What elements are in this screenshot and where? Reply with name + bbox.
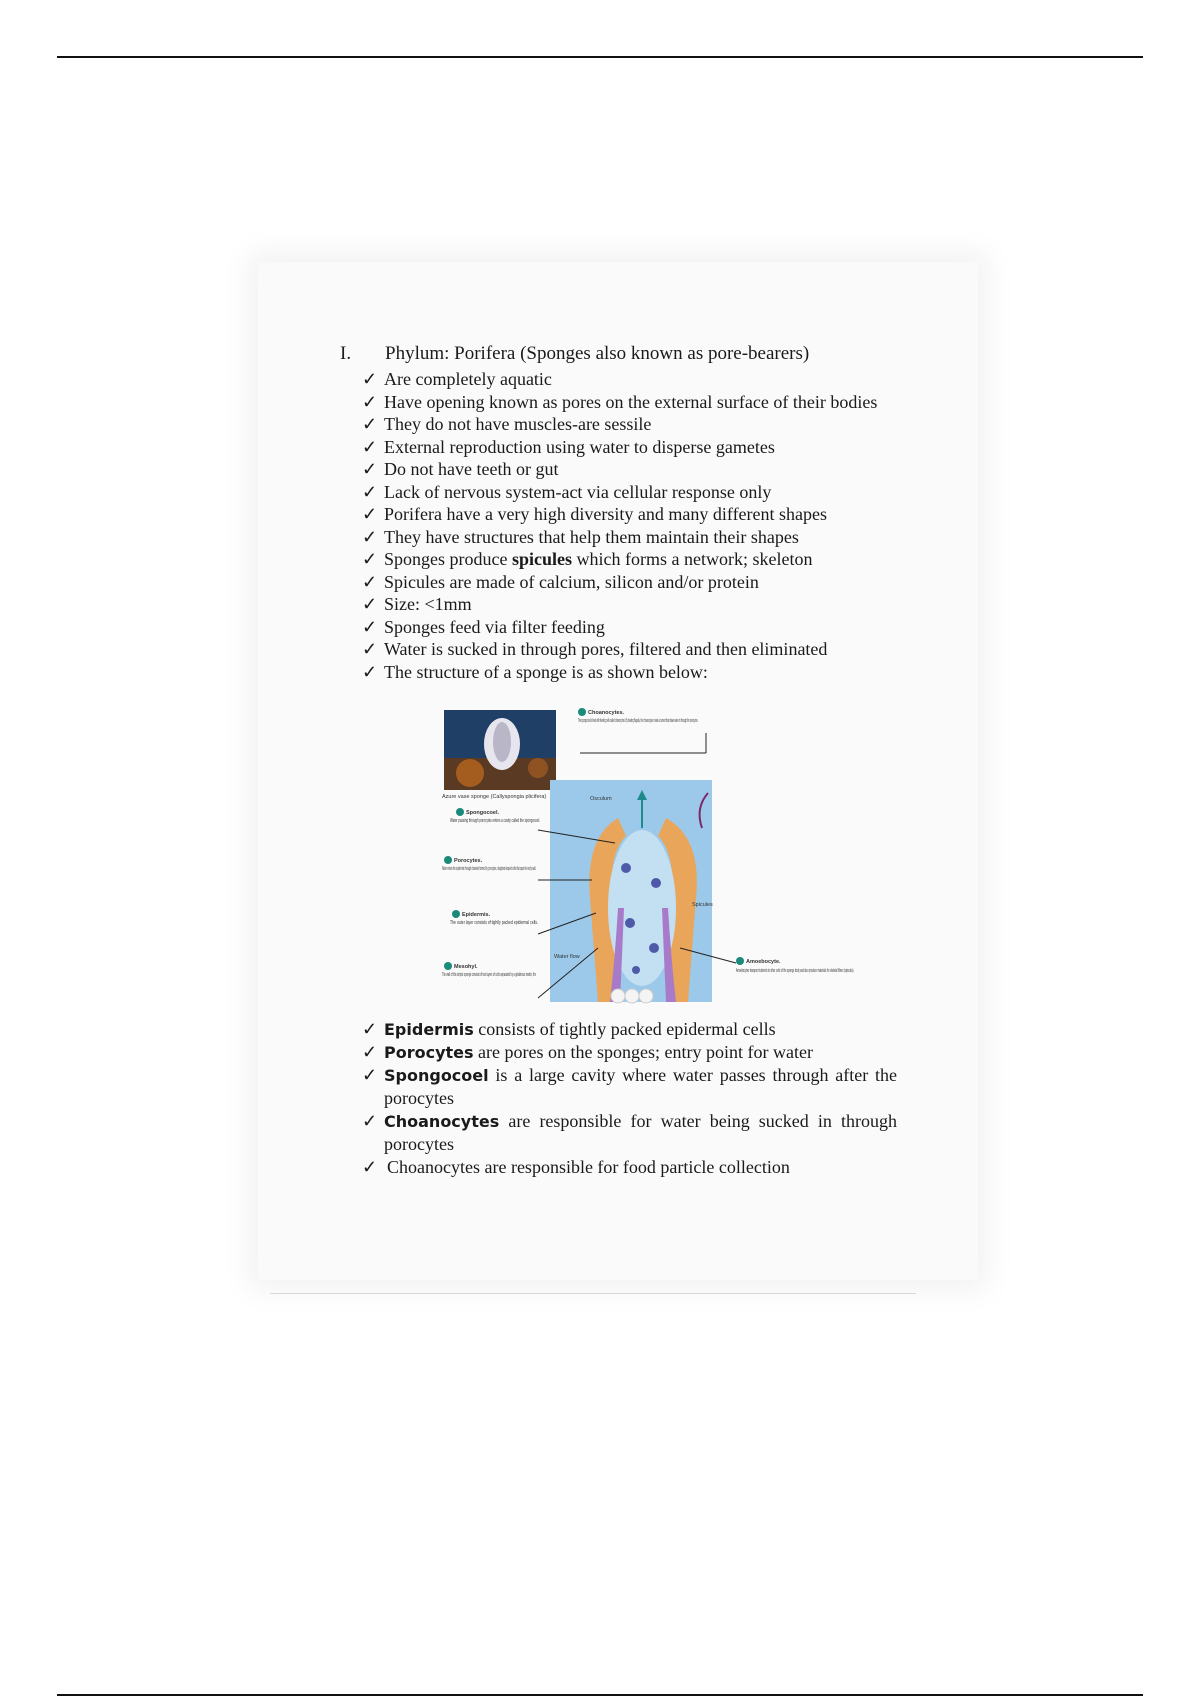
bold-term: Choanocytes <box>384 1112 500 1131</box>
checkmark-icon: ✓ <box>362 571 378 592</box>
svg-text:The outer layer consists of ti: The outer layer consists of tightly packed epidermal cells. <box>450 920 539 926</box>
list-item: ✓ Choanocytes are responsible for food particle collection <box>362 1157 790 1177</box>
list-item: ✓ Size: <1mm <box>362 594 472 614</box>
bold-term: Spongocoel <box>384 1066 489 1085</box>
svg-text:Amoebocytes transport nutrient: Amoebocytes transport nutrients to other cells of the sponge body and also produce materials for skeletal fibers (spicules). <box>736 968 855 974</box>
bold-term: Porocytes <box>384 1043 474 1062</box>
list-item: ✓ External reproduction using water to disperse gametes <box>362 436 775 457</box>
list-item: ✓ Lack of nervous system-act via cellular response only <box>362 481 772 502</box>
list-item: ✓ Sponges produce spicules which forms a network; skeleton <box>362 549 813 569</box>
checkmark-icon: ✓ <box>362 1019 378 1039</box>
checkmark-icon: ✓ <box>362 369 378 389</box>
list-item: ✓ They do not have muscles-are sessile <box>362 414 652 434</box>
heading-number: I. <box>340 343 352 364</box>
checkmark-icon: ✓ <box>362 1111 378 1131</box>
bottom-rule <box>57 1694 1143 1696</box>
callout-choanocytes <box>578 708 706 753</box>
card-divider <box>270 1293 916 1294</box>
list-item: ✓ Porocytes are pores on the sponges; entry point for water <box>362 1042 813 1062</box>
spicules-label: Spicules <box>692 902 713 908</box>
top-rule <box>57 56 1143 58</box>
list-item: ✓ They have structures that help them maintain their shapes <box>362 526 799 547</box>
sponge-parts-list <box>362 1018 897 1179</box>
list-item: ✓ Do not have teeth or gut <box>362 459 559 479</box>
heading-text: Phylum: Porifera (Sponges also known as pore-bearers) <box>385 343 810 364</box>
svg-text:The wall of this simple sponge: The wall of this simple sponge consists of two layers of cells separated by a gelatinous matrix, the <box>442 972 536 978</box>
checkmark-icon: ✓ <box>362 661 378 682</box>
checkmark-icon: ✓ <box>362 1065 378 1085</box>
svg-text:Amoebocyte.: Amoebocyte. <box>746 959 781 965</box>
checkmark-icon: ✓ <box>362 639 378 659</box>
checkmark-icon: ✓ <box>362 526 378 547</box>
checkmark-icon: ✓ <box>362 1042 378 1062</box>
list-item: ✓ Water is sucked in through pores, filtered and then eliminated <box>362 639 828 659</box>
svg-text:Mesohyl.: Mesohyl. <box>454 964 478 970</box>
list-item: ✓ Porifera have a very high diversity and many different shapes <box>362 504 828 524</box>
list-item: ✓ Spongocoel is a large cavity where water passes through after the porocytes <box>362 1065 897 1108</box>
checkmark-icon: ✓ <box>362 594 378 614</box>
photo-caption: Azure vase sponge (Callyspongia plicifera) <box>442 794 547 800</box>
checkmark-icon: ✓ <box>362 1157 378 1177</box>
checkmark-icon: ✓ <box>362 414 378 434</box>
svg-text:Epidermis.: Epidermis. <box>462 912 491 918</box>
list-item: ✓ Epidermis consists of tightly packed epidermal cells <box>362 1019 776 1039</box>
checkmark-icon: ✓ <box>362 459 378 479</box>
svg-text:Spongocoel.: Spongocoel. <box>466 810 499 816</box>
sponge-structure-figure <box>440 708 860 1002</box>
svg-text:Water enters the epidermis thr: Water enters the epidermis through channels formed by porocytes, doughnut-shaped cells that span the body wall. <box>442 866 537 872</box>
list-item: ✓ Choanocytes are responsible for water being sucked in through porocytes <box>362 1111 897 1154</box>
svg-text:Water passing through porocyte: Water passing through porocytes enters a cavity called the spongocoel. <box>450 818 541 824</box>
checkmark-icon: ✓ <box>362 391 378 412</box>
sponge-photo <box>444 710 556 790</box>
checkmark-icon: ✓ <box>362 481 378 502</box>
list-item: ✓ Have opening known as pores on the external surface of their bodies <box>362 391 878 412</box>
checkmark-icon: ✓ <box>362 616 378 637</box>
list-item: ✓ Sponges feed via filter feeding <box>362 616 605 637</box>
list-item: ✓ Are completely aquatic <box>362 369 552 389</box>
svg-text:Choanocytes.: Choanocytes. <box>588 710 625 716</box>
bold-term: spicules <box>511 549 572 569</box>
checkmark-icon: ✓ <box>362 504 378 524</box>
water-flow-label: Water flow <box>554 954 580 960</box>
svg-text:The spongocoel is lined with f: The spongocoel is lined with feeding cells called choanocytes. By beating flagella, the choanocytes create a current that draws water in through the porocytes. <box>578 718 699 724</box>
checkmark-icon: ✓ <box>362 549 378 569</box>
bold-term: Epidermis <box>384 1020 474 1039</box>
svg-text:Porocytes.: Porocytes. <box>454 858 483 864</box>
checkmark-icon: ✓ <box>362 436 378 457</box>
list-item: ✓ The structure of a sponge is as shown below: <box>362 661 708 682</box>
porifera-traits-list <box>362 368 897 683</box>
list-item: ✓ Spicules are made of calcium, silicon and/or protein <box>362 571 759 592</box>
osculum-label: Osculum <box>590 796 612 802</box>
